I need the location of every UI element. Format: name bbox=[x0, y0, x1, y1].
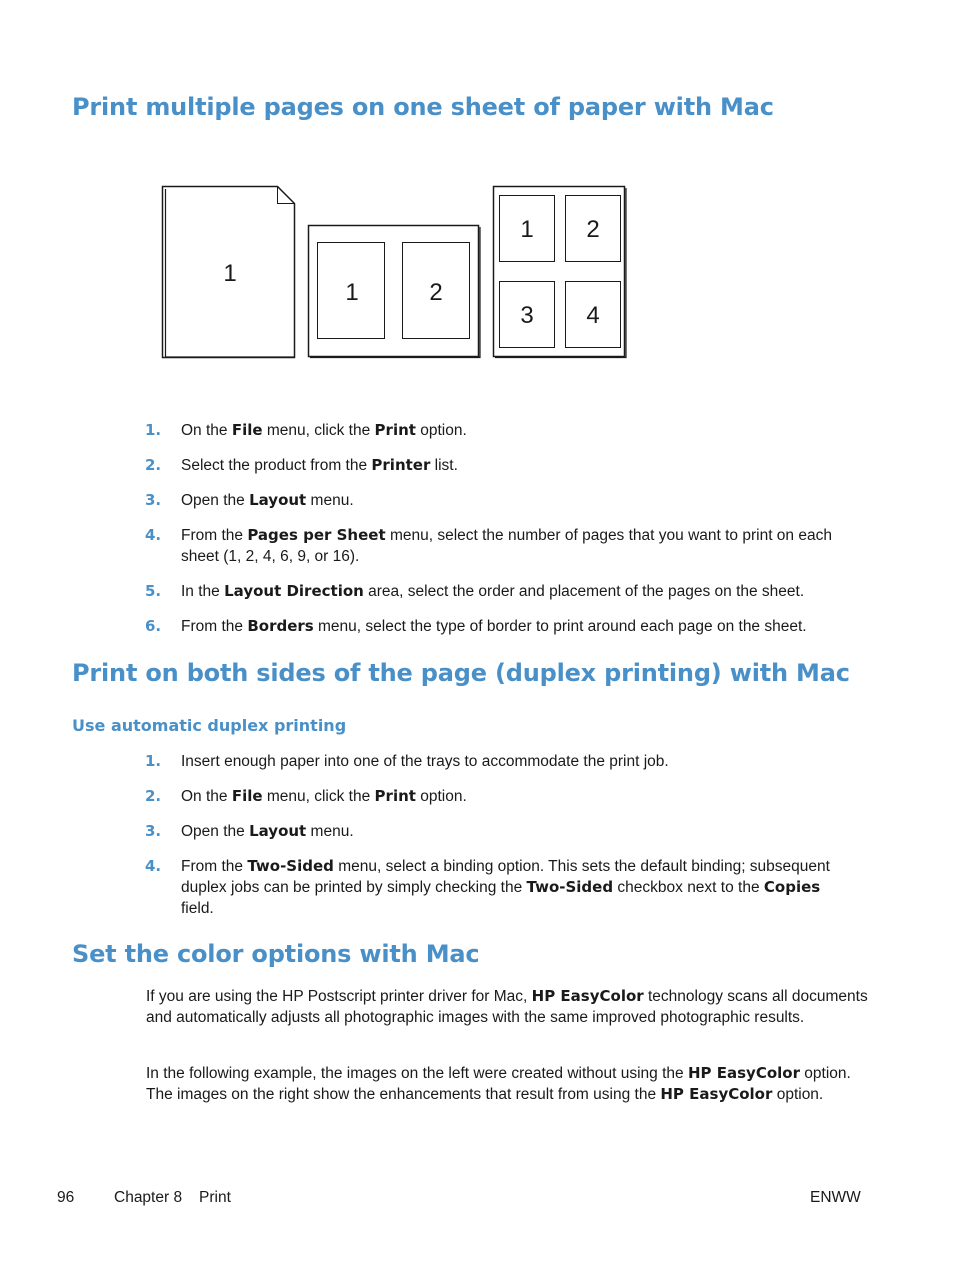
ui-term: Layout bbox=[249, 822, 307, 840]
step-text: Open the Layout menu. bbox=[181, 822, 354, 840]
two-up-page-1: 1 bbox=[345, 279, 359, 306]
ui-term: Layout bbox=[249, 491, 307, 509]
two-up-sheet-icon bbox=[309, 226, 481, 358]
four-up-page-1: 1 bbox=[520, 216, 534, 243]
ui-term: File bbox=[231, 421, 263, 439]
step-number: 2. bbox=[145, 456, 162, 474]
step-number: 1. bbox=[145, 421, 162, 439]
step-text: From the Two-Sided menu, select a binding option. This sets the default binding; subsequent duplex jobs can be printed by simply checking the Two-Sided checkbox next to the Copies field. bbox=[181, 857, 830, 917]
ui-term: Printer bbox=[371, 456, 431, 474]
step-number: 4. bbox=[145, 526, 162, 544]
step-item bbox=[145, 751, 850, 772]
step-item bbox=[145, 420, 850, 441]
step-text: Open the Layout menu. bbox=[181, 491, 354, 509]
step-text: From the Borders menu, select the type of border to print around each page on the sheet. bbox=[181, 617, 807, 635]
color-paragraph-1: If you are using the HP Postscript printer driver for Mac, HP EasyColor technology scans all documents and automatically adjusts all photographic images with the same improved photographic results. bbox=[146, 987, 868, 1026]
step-text: In the Layout Direction area, select the order and placement of the pages on the sheet. bbox=[181, 582, 805, 600]
single-page-number: 1 bbox=[223, 260, 237, 287]
ui-term: Borders bbox=[247, 617, 314, 635]
ui-term: Layout Direction bbox=[224, 582, 364, 600]
step-item bbox=[145, 490, 850, 511]
section-title-multiple-pages: Print multiple pages on one sheet of paper with Mac bbox=[72, 93, 774, 121]
step-item bbox=[145, 786, 850, 807]
ui-term: Pages per Sheet bbox=[247, 526, 386, 544]
footer-edition: ENWW bbox=[810, 1189, 861, 1206]
step-item bbox=[145, 581, 850, 602]
ui-term: Print bbox=[374, 787, 416, 805]
step-item bbox=[145, 821, 850, 842]
four-up-page-2: 2 bbox=[586, 216, 600, 243]
step-number: 1. bbox=[145, 752, 162, 770]
step-item bbox=[145, 525, 850, 567]
footer-chapter: Chapter 8 bbox=[114, 1189, 183, 1206]
four-up-sheet-icon bbox=[494, 187, 627, 358]
ui-term: HP EasyColor bbox=[687, 1064, 800, 1082]
steps-list-duplex bbox=[145, 751, 850, 933]
step-text: On the File menu, click the Print option. bbox=[181, 421, 467, 439]
step-text: Select the product from the Printer list. bbox=[181, 456, 458, 474]
step-number: 6. bbox=[145, 617, 162, 635]
steps-list-multiple-pages bbox=[145, 420, 850, 651]
step-item bbox=[145, 856, 850, 919]
footer-chapter-title: Print bbox=[199, 1189, 231, 1206]
ui-term: Two-Sided bbox=[526, 878, 614, 896]
step-text: Insert enough paper into one of the trays to accommodate the print job. bbox=[181, 753, 669, 770]
color-paragraph-2: In the following example, the images on the left were created without using the HP EasyColor option. The images on the right show the enhancements that result from using the HP EasyColor option. bbox=[146, 1064, 851, 1103]
step-number: 5. bbox=[145, 582, 162, 600]
step-number: 3. bbox=[145, 491, 162, 509]
ui-term: HP EasyColor bbox=[531, 987, 644, 1005]
step-number: 3. bbox=[145, 822, 162, 840]
section-title-color-options: Set the color options with Mac bbox=[72, 940, 480, 968]
ui-term: Two-Sided bbox=[247, 857, 334, 875]
step-text: On the File menu, click the Print option. bbox=[181, 787, 467, 805]
pages-per-sheet-diagram bbox=[160, 184, 630, 360]
page-number: 96 bbox=[57, 1189, 75, 1206]
four-up-page-3: 3 bbox=[520, 302, 534, 329]
ui-term: File bbox=[231, 787, 263, 805]
step-number: 4. bbox=[145, 857, 162, 875]
step-text: From the Pages per Sheet menu, select the number of pages that you want to print on each sheet (1, 2, 4, 6, 9, or 16). bbox=[181, 526, 832, 565]
single-page-icon bbox=[163, 187, 295, 358]
section-title-duplex: Print on both sides of the page (duplex printing) with Mac bbox=[72, 659, 850, 687]
ui-term: Copies bbox=[763, 878, 821, 896]
subsection-title-auto-duplex: Use automatic duplex printing bbox=[72, 716, 347, 735]
step-item bbox=[145, 616, 850, 637]
step-item bbox=[145, 455, 850, 476]
step-number: 2. bbox=[145, 787, 162, 805]
four-up-page-4: 4 bbox=[586, 302, 600, 329]
ui-term: Print bbox=[374, 421, 416, 439]
ui-term: HP EasyColor bbox=[660, 1085, 773, 1103]
two-up-page-2: 2 bbox=[429, 279, 443, 306]
